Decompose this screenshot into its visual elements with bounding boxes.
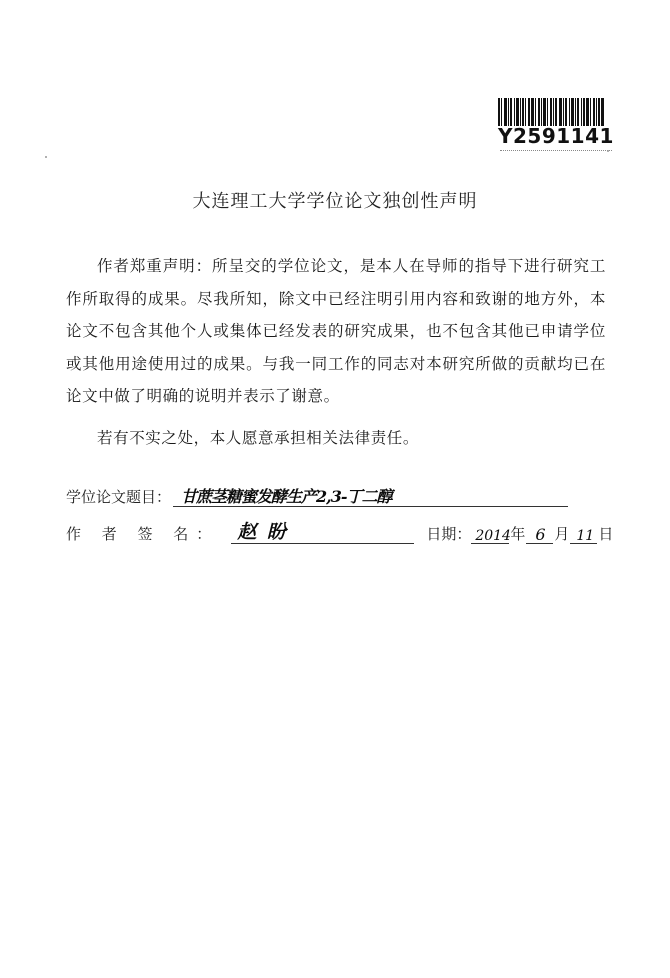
- barcode-graphic: [498, 98, 604, 126]
- dotted-rule: [500, 150, 612, 151]
- author-signature-label: 作 者 签 名：: [66, 525, 220, 543]
- scan-speck: [607, 150, 609, 152]
- year-field: [471, 521, 509, 544]
- barcode-block: [498, 98, 614, 148]
- thesis-title-handwriting: 甘蔗茎糖蜜发酵生产2,3-丁二醇: [181, 487, 392, 506]
- thesis-title-row: [66, 484, 568, 507]
- thesis-title-label: 学位论文题目：: [66, 488, 172, 506]
- scan-speck: [45, 156, 47, 158]
- month-unit: 月: [554, 525, 570, 543]
- day-handwriting: 11: [576, 528, 595, 544]
- commitment-paragraph: 若有不实之处，本人愿意承担相关法律责任。: [97, 429, 420, 447]
- day-unit: 日: [598, 525, 614, 543]
- thesis-title-field: [173, 484, 568, 507]
- declaration-paragraph: 作者郑重声明：所呈交的学位论文，是本人在导师的指导下进行研究工作所取得的成果。尽我所知，除文中已经注明引用内容和致谢的地方外，本论文不包含其他个人或集体已经发表的研究成果，也不包含其他已申请学位或其他用途使用过的成果。与我一同工作的同志对本研究所做的贡献均已在论文中做了明确的说明并表示了谢意。: [66, 257, 606, 405]
- month-field: [526, 521, 553, 544]
- day-field: [570, 521, 597, 544]
- barcode-number: Y2591141: [498, 124, 614, 148]
- signature-row: [66, 521, 614, 544]
- year-unit: 年: [510, 525, 526, 543]
- month-handwriting: 6: [535, 525, 546, 544]
- date-label: 日期：: [426, 525, 472, 543]
- author-signature-handwriting: 赵 盼: [237, 521, 288, 543]
- author-signature-field: [231, 521, 414, 544]
- page-title: 大连理工大学学位论文独创性声明: [192, 191, 478, 212]
- year-handwriting: 2014: [475, 528, 511, 544]
